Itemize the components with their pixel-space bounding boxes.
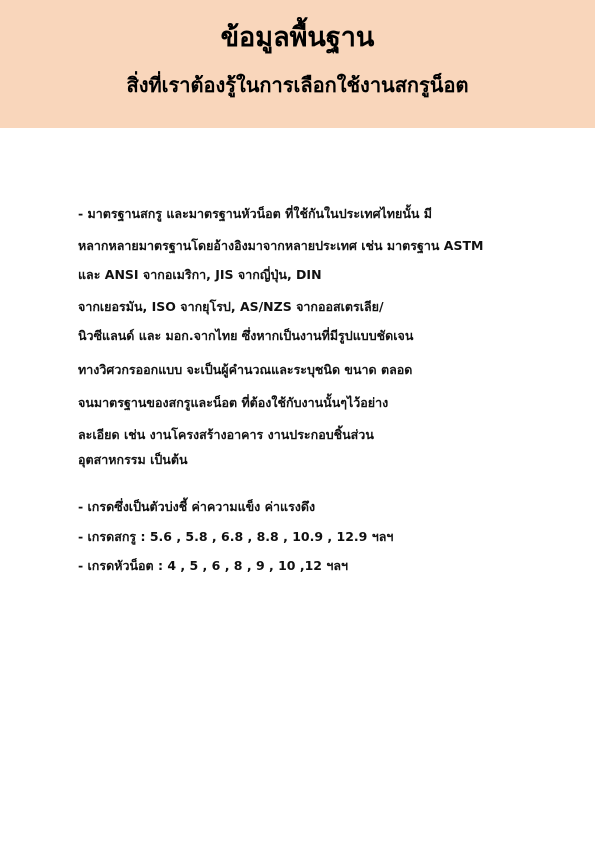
header-banner [0, 0, 595, 128]
grade-item: - เกรดสกรู : 5.6 , 5.8 , 6.8 , 8.8 , 10.9 , 12.9 ฯลฯ [78, 529, 394, 544]
paragraph-line: ละเอียด เช่น งานโครงสร้างอาคาร งานประกอบชิ้นส่วน [78, 427, 374, 442]
grade-item: - เกรดซึ่งเป็นตัวบ่งชี้ ค่าความแข็ง ค่าแรงดึง [78, 499, 316, 514]
paragraph-line: ทางวิศวกรออกแบบ จะเป็นผู้คำนวณและระบุชนิด ขนาด ตลอด [78, 362, 413, 377]
grade-item: - เกรดหัวน็อต : 4 , 5 , 6 , 8 , 9 , 10 ,12 ฯลฯ [78, 558, 349, 573]
paragraph-line: นิวซีแลนด์ และ มอก.จากไทย ซึ่งหากเป็นงานที่มีรูปแบบชัดเจน [78, 328, 414, 343]
page-subtitle: สิ่งที่เราต้องรู้ในการเลือกใช้งานสกรูน็อต [126, 73, 469, 97]
paragraph-line: จากเยอรมัน, ISO จากยุโรป, AS/NZS จากออสเตรเลีย/ [78, 299, 384, 314]
paragraph-line: จนมาตรฐานของสกรูและน็อต ที่ต้องใช้กับงานนั้นๆไว้อย่าง [78, 395, 389, 410]
paragraph-line: และ ANSI จากอเมริกา, JIS จากญี่ปุ่น, DIN [78, 267, 322, 282]
paragraph-line: - มาตรฐานสกรู และมาตรฐานหัวน็อต ที่ใช้กันในประเทศไทยนั้น มี [78, 206, 433, 221]
page-title: ข้อมูลพื้นฐาน [220, 22, 375, 53]
paragraph-line: อุตสาหกรรม เป็นต้น [78, 452, 188, 467]
paragraph-line: หลากหลายมาตรฐานโดยอ้างอิงมาจากหลายประเทศ เช่น มาตรฐาน ASTM [78, 238, 484, 253]
